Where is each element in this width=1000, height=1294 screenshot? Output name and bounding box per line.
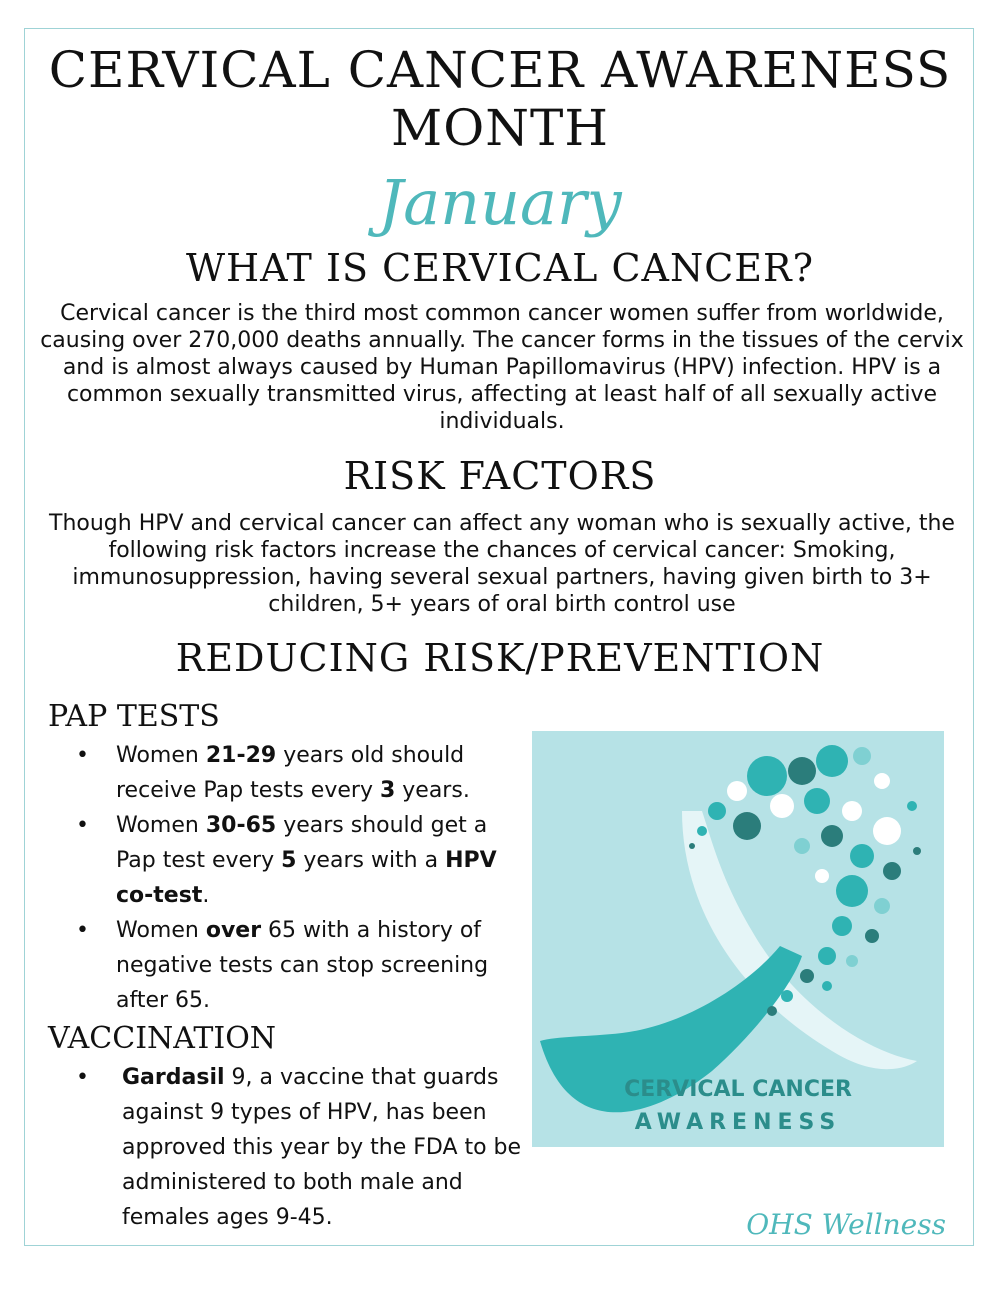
- list-item: • Women 30-65 years should get a Pap test every 5 years with a HPV co-test.: [76, 813, 497, 908]
- risk-heading: RISK FACTORS: [343, 454, 657, 498]
- what-body: Cervical cancer is the third most common cancer women suffer from worldwide, causing over 270,000 deaths annually. The cancer forms in the tissues of the cervix and is almost always caused by Human Papillomavirus (HPV) infection. HPV is a common sexually transmitted virus, affecting at least half of all sexually active individuals.: [40, 301, 964, 434]
- awareness-ribbon-image: [532, 731, 944, 1147]
- vaccination-heading: VACCINATION: [48, 1021, 277, 1056]
- prevention-heading: REDUCING RISK/PREVENTION: [175, 636, 825, 680]
- ribbon-line-1: CERVICAL CANCER: [624, 1077, 852, 1102]
- title-line-1: CERVICAL CANCER AWARENESS: [48, 41, 952, 99]
- risk-body: Though HPV and cervical cancer can affect any woman who is sexually active, the following risk factors increase the chances of cervical cancer: Smoking, immunosuppression, having several sexual partners, having given birth to 3+ children, 5+ years of oral birth control use: [49, 511, 955, 617]
- list-item: • Gardasil 9, a vaccine that guards against 9 types of HPV, has been approved this year by the FDA to be administered to both male and females ages 9-45.: [76, 1065, 522, 1230]
- list-item: • Women 21-29 years old should receive Pap tests every 3 years.: [76, 743, 470, 803]
- ribbon-icon: [532, 731, 944, 1147]
- month-label: January: [378, 166, 622, 239]
- footer-brand: OHS Wellness: [746, 1208, 946, 1241]
- title-line-2: MONTH: [391, 99, 609, 157]
- vaccination-list: [76, 1060, 526, 1235]
- pap-list: [76, 738, 516, 1018]
- pap-heading: PAP TESTS: [48, 699, 220, 734]
- list-item: • Women over 65 with a history of negative tests can stop screening after 65.: [76, 918, 489, 1013]
- what-heading: WHAT IS CERVICAL CANCER?: [185, 246, 815, 290]
- ribbon-line-2: AWARENESS: [634, 1110, 842, 1135]
